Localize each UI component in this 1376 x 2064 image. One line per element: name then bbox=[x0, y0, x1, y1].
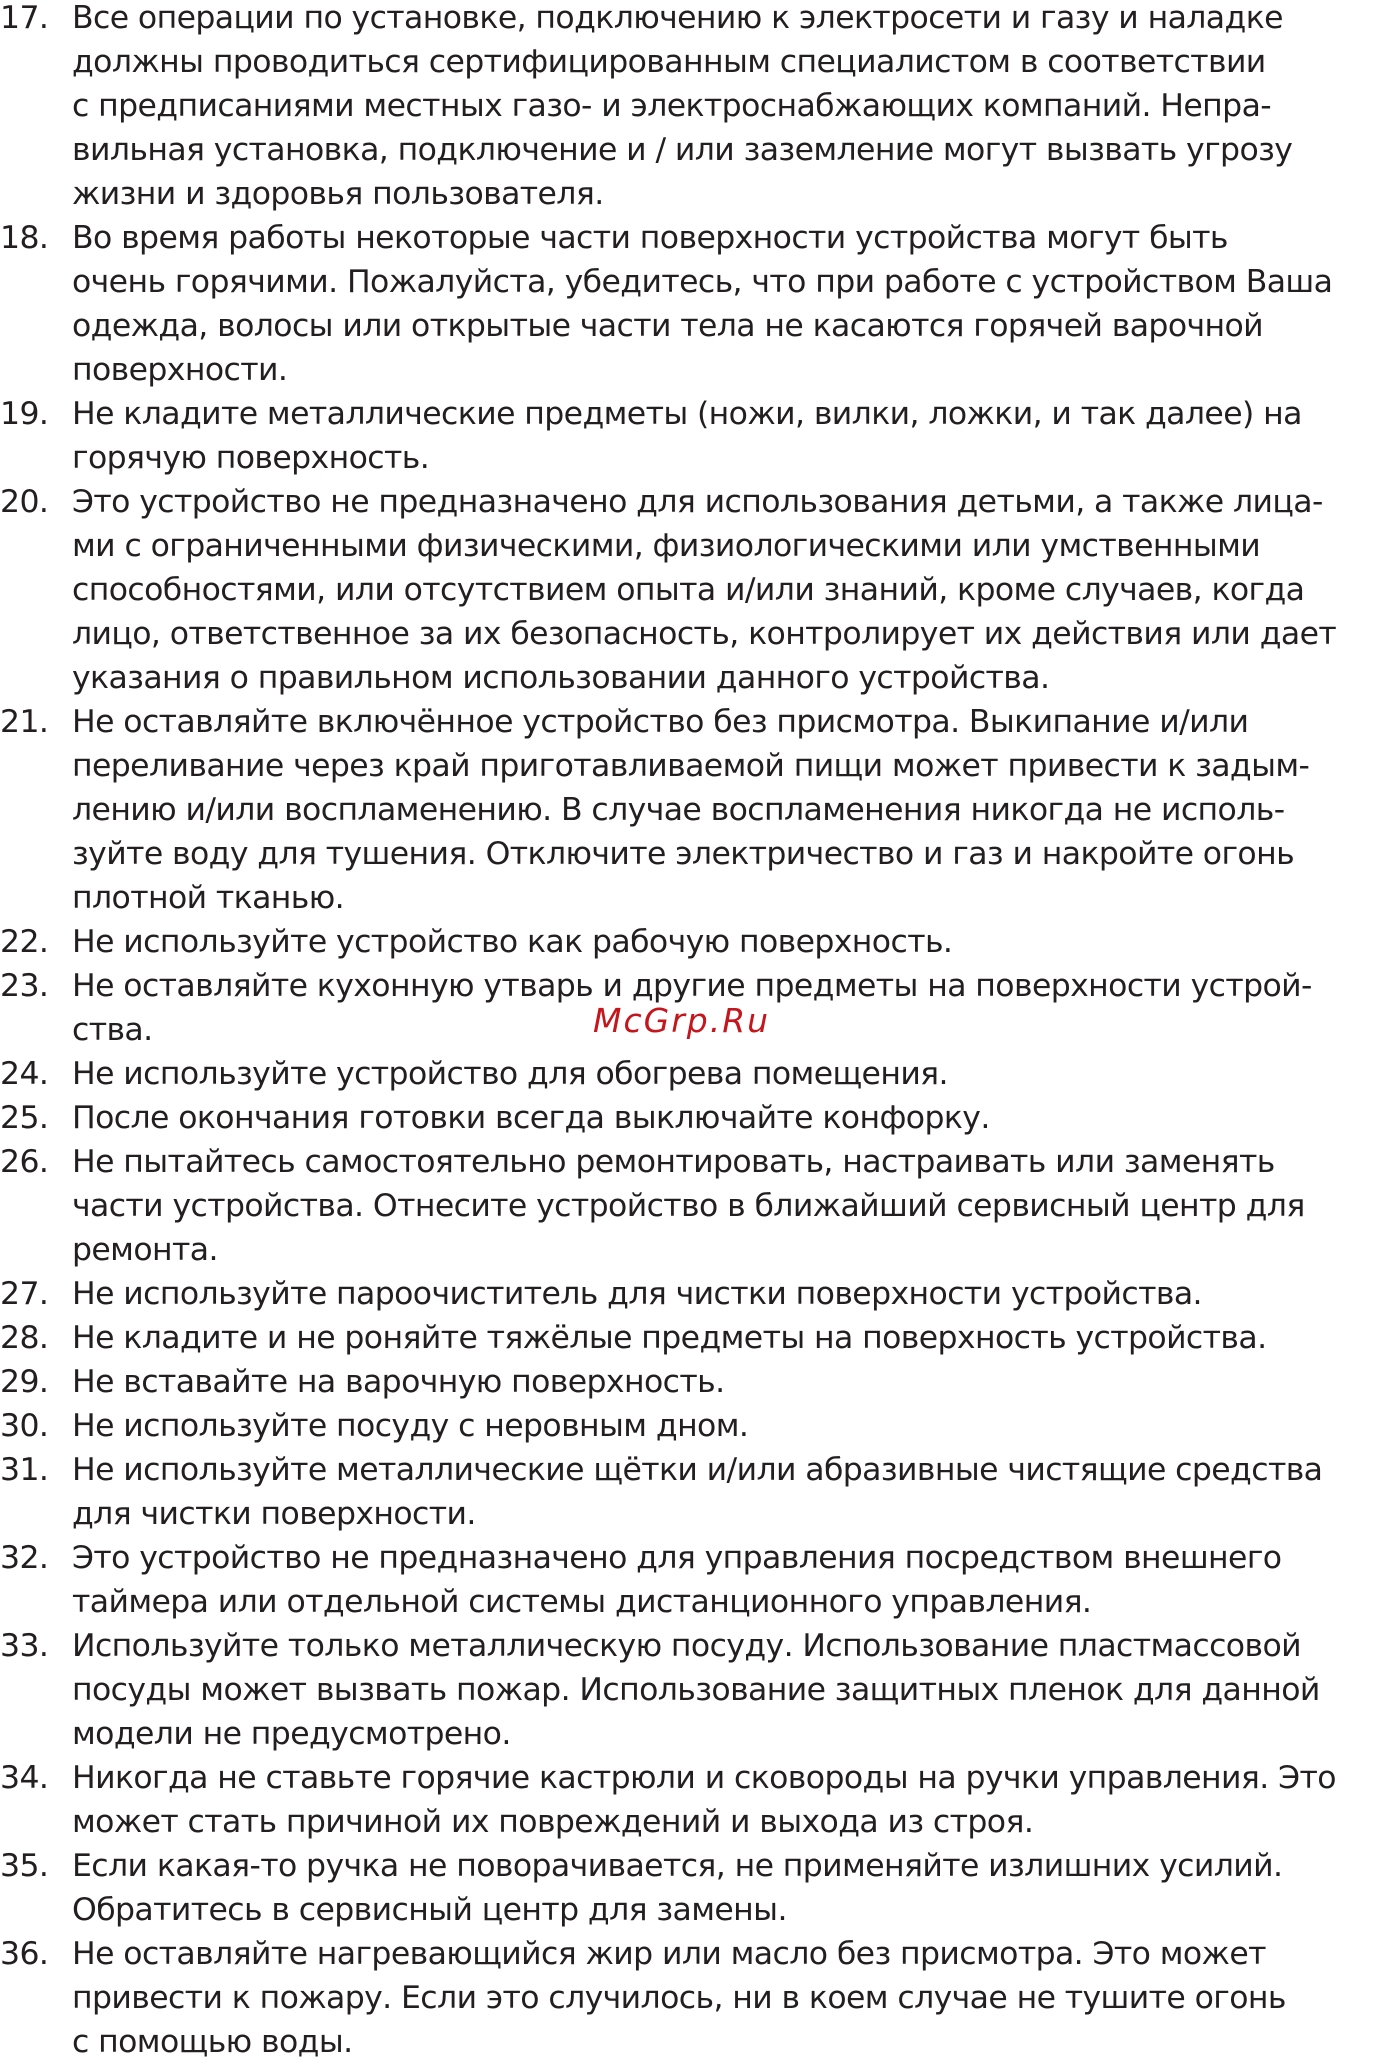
item-number: 36. bbox=[0, 1936, 49, 1972]
item-text: Не оставляйте включённое устройство без присмотра. Выкипание и/или переливание через край приготавливаемой пищи может привести к задым- лению и/или воспламенению. В случае воспламенения никогда не исполь- зуйте воду для тушения. Отключите электричество и газ и накройте огонь плотной тканью. bbox=[72, 704, 1310, 916]
item-text: Не используйте устройство как рабочую поверхность. bbox=[72, 924, 953, 960]
watermark-text: McGrp.Ru bbox=[593, 1001, 771, 1040]
item-number: 27. bbox=[0, 1276, 49, 1312]
item-text: После окончания готовки всегда выключайте конфорку. bbox=[72, 1100, 990, 1136]
item-text: Не оставляйте кухонную утварь и другие предметы на поверхности устрой- ства. bbox=[72, 968, 1312, 1048]
item-text: Это устройство не предназначено для использования детьми, а также лица- ми с ограниченными физическими, физиологическими или умственными способностями, или отсутствием опыта и/или знаний, кроме случаев, когда лицо, ответственное за их безопасность, контролирует их действия или дает указания о правильном использовании данного устройства. bbox=[72, 484, 1337, 696]
item-number: 17. bbox=[0, 0, 49, 36]
item-text: Не кладите и не роняйте тяжёлые предметы на поверхность устройства. bbox=[72, 1320, 1267, 1356]
item-number: 25. bbox=[0, 1100, 49, 1136]
item-number: 24. bbox=[0, 1056, 49, 1092]
item-text: Не используйте пароочиститель для чистки поверхности устройства. bbox=[72, 1276, 1202, 1312]
item-number: 33. bbox=[0, 1628, 49, 1664]
list-item bbox=[0, 0, 1376, 216]
list-item bbox=[0, 700, 1376, 920]
list-item bbox=[0, 216, 1376, 392]
item-text: Все операции по установке, подключению к электросети и газу и наладке должны проводиться сертифицированным специалистом в соответствии с предписаниями местных газо- и электроснабжающих компаний. Непра- вильная установка, подключение и / или заземление могут вызвать угрозу жизни и здоровья пользователя. bbox=[72, 0, 1293, 212]
item-text: Не используйте устройство для обогрева помещения. bbox=[72, 1056, 948, 1092]
item-text: Это устройство не предназначено для управления посредством внешнего таймера или отдельной системы дистанционного управления. bbox=[72, 1540, 1282, 1620]
list-item bbox=[0, 1316, 1376, 1360]
item-text: Используйте только металлическую посуду. Использование пластмассовой посуды может вызвать пожар. Использование защитных пленок для данной модели не предусмотрено. bbox=[72, 1628, 1320, 1752]
item-text: Никогда не ставьте горячие кастрюли и сковороды на ручки управления. Это может стать причиной их повреждений и выхода из строя. bbox=[72, 1760, 1336, 1840]
list-item bbox=[0, 1756, 1376, 1844]
item-number: 20. bbox=[0, 484, 49, 520]
item-number: 22. bbox=[0, 924, 49, 960]
item-number: 21. bbox=[0, 704, 49, 740]
list-item bbox=[0, 1536, 1376, 1624]
list-item bbox=[0, 1272, 1376, 1316]
item-number: 18. bbox=[0, 220, 49, 256]
item-text: Во время работы некоторые части поверхности устройства могут быть очень горячими. Пожалуйста, убедитесь, что при работе с устройством Ваша одежда, волосы или открытые части тела не касаются горячей варочной поверхности. bbox=[72, 220, 1333, 388]
item-text: Не вставайте на варочную поверхность. bbox=[72, 1364, 725, 1400]
item-text: Не используйте посуду с неровным дном. bbox=[72, 1408, 749, 1444]
list-item bbox=[0, 392, 1376, 480]
item-number: 34. bbox=[0, 1760, 49, 1796]
list-item bbox=[0, 1844, 1376, 1932]
item-number: 32. bbox=[0, 1540, 49, 1576]
item-number: 35. bbox=[0, 1848, 49, 1884]
item-text: Не используйте металлические щётки и/или абразивные чистящие средства для чистки поверхности. bbox=[72, 1452, 1323, 1532]
item-number: 26. bbox=[0, 1144, 49, 1180]
item-number: 19. bbox=[0, 396, 49, 432]
item-text: Не оставляйте нагревающийся жир или масло без присмотра. Это может привести к пожару. Если это случилось, ни в коем случае не тушите огонь с помощью воды. bbox=[72, 1936, 1286, 2060]
item-number: 31. bbox=[0, 1452, 49, 1488]
item-number: 30. bbox=[0, 1408, 49, 1444]
item-number: 23. bbox=[0, 968, 49, 1004]
item-number: 28. bbox=[0, 1320, 49, 1356]
list-item bbox=[0, 920, 1376, 964]
list-item bbox=[0, 1096, 1376, 1140]
list-item bbox=[0, 1052, 1376, 1096]
item-number: 29. bbox=[0, 1364, 49, 1400]
list-item bbox=[0, 1932, 1376, 2064]
list-item bbox=[0, 480, 1376, 700]
list-item bbox=[0, 1404, 1376, 1448]
list-item bbox=[0, 1360, 1376, 1404]
item-text: Не пытайтесь самостоятельно ремонтировать, настраивать или заменять части устройства. Отнесите устройство в ближайший сервисный центр для ремонта. bbox=[72, 1144, 1305, 1268]
item-text: Не кладите металлические предметы (ножи, вилки, ложки, и так далее) на горячую поверхность. bbox=[72, 396, 1302, 476]
list-item bbox=[0, 1140, 1376, 1272]
list-item bbox=[0, 1448, 1376, 1536]
list-item bbox=[0, 1624, 1376, 1756]
item-text: Если какая-то ручка не поворачивается, не применяйте излишних усилий. Обратитесь в сервисный центр для замены. bbox=[72, 1848, 1283, 1928]
